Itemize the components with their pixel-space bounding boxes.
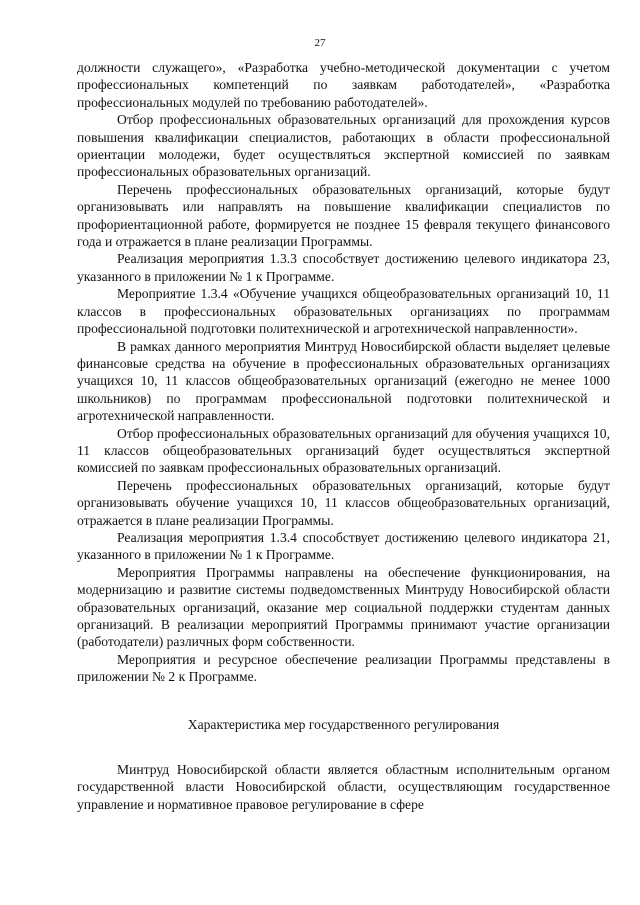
paragraph-program-measures: Мероприятия Программы направлены на обеспечение функционирования, на модернизацию и развитие системы подведомственных Минтруду Новосибирской области образовательных организаций, оказание мер социальной поддержки студентам данных организаций. В реализации мероприятий Программы принимают участие организации (работодатели) различных форм собственности.	[77, 564, 610, 650]
section-heading: Характеристика мер государственного регулирования	[187, 716, 500, 732]
paragraph-mintrud-funding: В рамках данного мероприятия Минтруд Новосибирской области выделяет целевые финансовые средства на обучение в профессиональных образовательных организациях учащихся 10, 11 классов общеобразовательных организаций (ежегодно не менее 1000 школьников) по программам профессиональной подготовки политехнической и агротехнической направленности.	[77, 338, 610, 424]
page-body	[77, 59, 610, 813]
paragraph-list-training: Перечень профессиональных образовательных организаций, которые будут организовывать обучение учащихся 10, 11 классов общеобразовательных организаций, отражается в плане реализации Программы.	[77, 477, 610, 528]
paragraph-mintrud-role: Минтруд Новосибирской области является областным исполнительным органом государственной власти Новосибирской области, осуществляющим государственное управление и нормативное правовое регулирование в сфере	[77, 762, 610, 812]
paragraph-resource-support: Мероприятия и ресурсное обеспечение реализации Программы представлены в приложении № 2 к Программе.	[77, 651, 610, 685]
paragraph-continuation: должности служащего», «Разработка учебно-методической документации с учетом профессиональных компетенций по заявкам работодателей», «Разработка профессиональных модулей по требованию работодателей».	[77, 60, 610, 110]
paragraph-measure-1-3-4: Мероприятие 1.3.4 «Обучение учащихся общеобразовательных организаций 10, 11 классов в профессиональных образовательных организациях по программам профессиональной подготовки политехнической и агротехнической направленности».	[77, 286, 610, 337]
paragraph-selection-courses: Отбор профессиональных образовательных организаций для прохождения курсов повышения квалификации специалистов, работающих в области профессиональной ориентации молодежи, будет осуществляться экспертной комиссией по заявкам профессиональных образовательных организаций.	[77, 112, 610, 180]
paragraph-list-courses: Перечень профессиональных образовательных организаций, которые будут организовывать или направлять на повышение квалификации специалистов по профориентационной работе, формируется не позднее 15 февраля текущего финансового года и отражается в плане реализации Программы.	[77, 181, 610, 250]
paragraph-selection-training: Отбор профессиональных образовательных организаций для обучения учащихся 10, 11 классов общеобразовательных организаций будет осуществляться экспертной комиссией по заявкам профессиональных образовательных организаций.	[77, 425, 610, 476]
paragraph-indicator-21: Реализация мероприятия 1.3.4 способствует достижению целевого индикатора 21, указанного в приложении № 1 к Программе.	[77, 529, 610, 563]
paragraph-indicator-23: Реализация мероприятия 1.3.3 способствует достижению целевого индикатора 23, указанного в приложении № 1 к Программе.	[77, 251, 610, 284]
page-number: 27	[314, 37, 326, 49]
